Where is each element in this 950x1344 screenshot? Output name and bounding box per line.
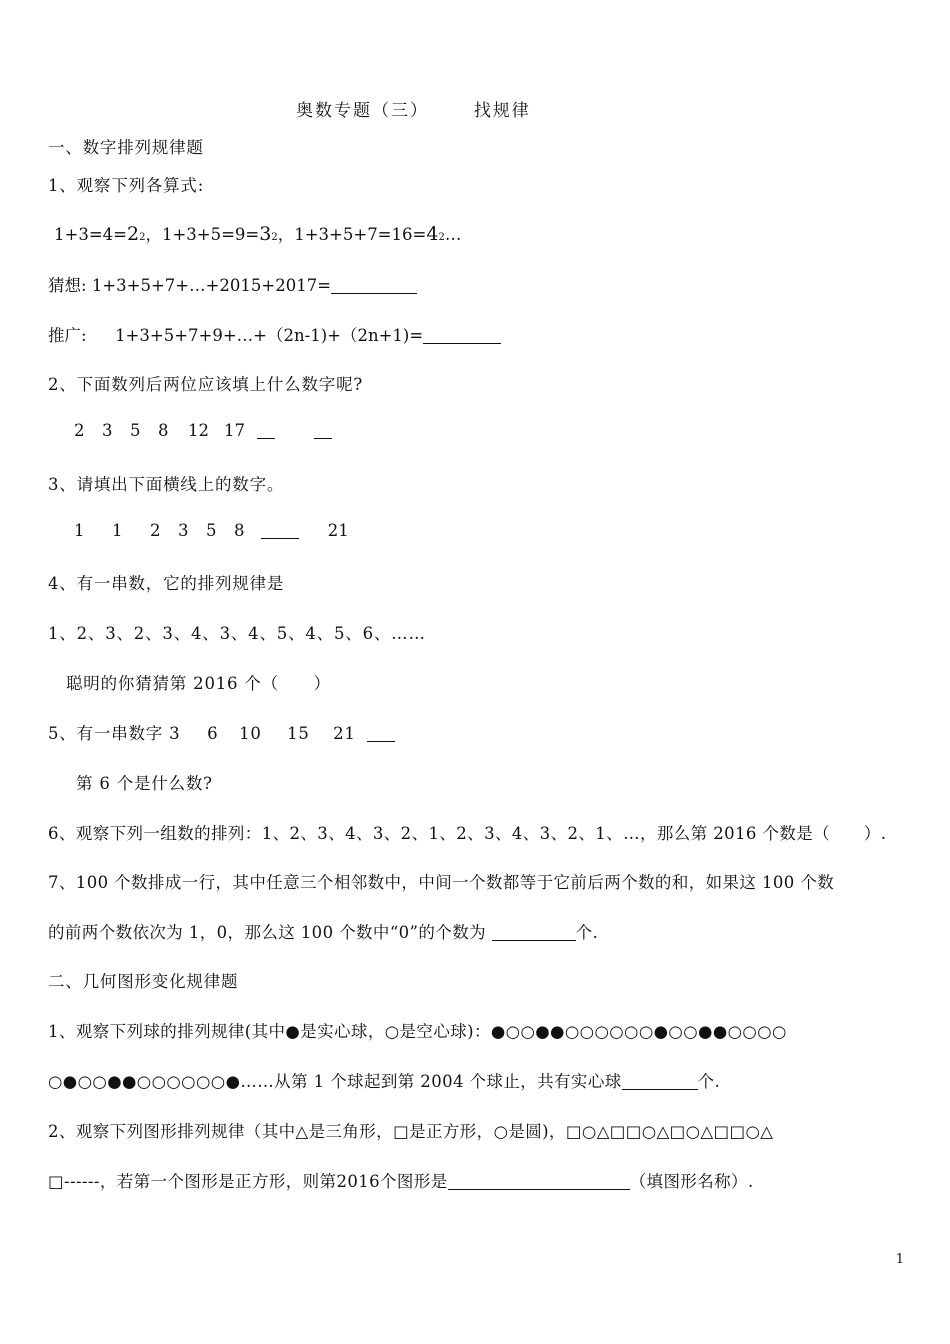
section2-heading: 二、几何图形变化规律题 — [48, 972, 239, 991]
q7-blank[interactable] — [492, 923, 576, 941]
q4-sequence: 1、2、3、2、3、4、3、4、5、4、5、6、…… — [48, 624, 426, 643]
q2-blank-2[interactable] — [314, 421, 332, 439]
q3-blank[interactable] — [261, 521, 299, 539]
q3-sequence: 1 1 2 3 5 8 21 — [74, 521, 349, 540]
q5-question: 第 6 个是什么数? — [76, 774, 213, 793]
s2-q1-line1: 1、观察下列球的排列规律(其中●是实心球，○是空心球)：●○○●●○○○○○○●○○●●○○○○ — [48, 1022, 787, 1041]
q2-sequence: 2 3 5 8 12 17 — [74, 421, 332, 440]
q1-guess: 猜想: 1+3+5+7+…+2015+2017= — [48, 272, 417, 296]
q1-guess-blank[interactable] — [331, 276, 417, 294]
q2-blank-1[interactable] — [257, 421, 275, 439]
q4-text: 4、有一串数，它的排列规律是 — [48, 574, 285, 593]
section1-heading: 一、数字排列规律题 — [48, 138, 204, 157]
page-subtitle: 找规律 — [473, 101, 531, 121]
q4-question: 聪明的你猜猜第 2016 个（ ） — [66, 674, 331, 693]
q1-equations: 1+3=4=22，1+3+5=9=32，1+3+5+7=16=42… — [54, 223, 462, 245]
s2-q2-blank[interactable] — [448, 1172, 630, 1190]
s2-q1-line2: ○●○○●●○○○○○○●……从第 1 个球起到第 2004 个球止，共有实心球 个. — [48, 1072, 721, 1091]
s2-q1-blank[interactable] — [622, 1072, 698, 1090]
q7-line1: 7、100 个数排成一行，其中任意三个相邻数中，中间一个数都等于它前后两个数的和，如果这 100 个数 — [48, 873, 835, 892]
page-number: 1 — [895, 1252, 904, 1267]
page-title: 奥数专题（三） 找规律 — [296, 101, 531, 121]
q2-text: 2、下面数列后两位应该填上什么数字呢? — [48, 375, 364, 394]
s2-q2-line2: □------，若第一个图形是正方形，则第2016个图形是 （填图形名称）. — [48, 1172, 754, 1191]
q6-text: 6、观察下列一组数的排列：1、2、3、4、3、2、1、2、3、4、3、2、1、…，那么第 2016 个数是（ ）. — [48, 824, 887, 843]
q1-extension-blank[interactable] — [423, 326, 501, 344]
q7-line2: 的前两个数依次为 1，0，那么这 100 个数中“0”的个数为 个. — [48, 923, 599, 942]
s2-q2-line1: 2、观察下列图形排列规律（其中△是三角形，□是正方形，○是圆)，□○△□□○△□○△□□○△ — [48, 1122, 774, 1141]
q5-line: 5、有一串数字 3 6 10 15 21 — [48, 720, 395, 744]
q5-blank[interactable] — [367, 724, 395, 742]
q1-intro: 1、观察下列各算式: — [48, 176, 205, 195]
q1-extension: 推广: 1+3+5+7+9+…+（2n-1)+（2n+1)= — [48, 322, 501, 346]
q3-text: 3、请填出下面横线上的数字。 — [48, 475, 285, 494]
